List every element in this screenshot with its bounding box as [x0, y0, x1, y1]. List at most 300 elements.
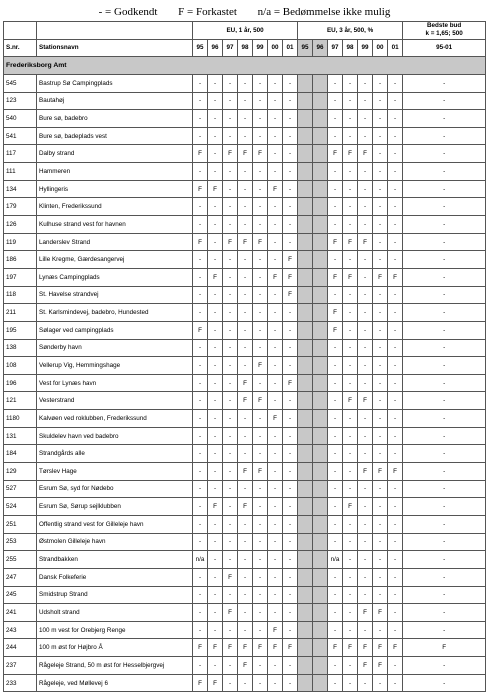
eu1-cell: -	[208, 216, 223, 234]
eu1-cell: -	[223, 321, 238, 339]
eu1-cell: -	[223, 357, 238, 375]
station-name: Smidstrup Strand	[37, 586, 193, 604]
best-estimate-cell: -	[403, 357, 486, 375]
eu3-cell: -	[358, 374, 373, 392]
eu3-cell: F	[343, 233, 358, 251]
eu3-cell: F	[373, 604, 388, 622]
eu1-cell: -	[253, 198, 268, 216]
eu1-cell: -	[208, 374, 223, 392]
eu3-cell: -	[388, 480, 403, 498]
eu3-cell: -	[388, 304, 403, 322]
best-estimate-header	[403, 22, 486, 40]
eu3-cell	[298, 427, 313, 445]
station-number: 129	[4, 463, 37, 481]
table-row	[4, 639, 486, 657]
station-number: 527	[4, 480, 37, 498]
eu3-cell: -	[343, 286, 358, 304]
eu3-cell	[313, 233, 328, 251]
eu3-cell: -	[373, 357, 388, 375]
eu3-cell: -	[358, 410, 373, 428]
eu3-cell: -	[358, 427, 373, 445]
station-number: 196	[4, 374, 37, 392]
eu1-cell: -	[223, 427, 238, 445]
eu1-cell: -	[268, 498, 283, 516]
eu3-cell	[298, 463, 313, 481]
eu3-cell: -	[328, 674, 343, 692]
eu1-cell: -	[253, 515, 268, 533]
eu1-cell: -	[208, 145, 223, 163]
best-estimate-header-line2: k = 1,65; 500	[425, 30, 463, 38]
eu1-cell: -	[238, 621, 253, 639]
eu3-cell: -	[358, 551, 373, 569]
eu1-cell: -	[283, 339, 298, 357]
eu1-cell: -	[223, 304, 238, 322]
eu1-cell: -	[253, 163, 268, 181]
eu1-cell: -	[268, 657, 283, 675]
best-estimate-cell: -	[403, 586, 486, 604]
eu1-cell: -	[253, 304, 268, 322]
eu1-cell: F	[283, 286, 298, 304]
eu1-cell: -	[223, 621, 238, 639]
year-header-eu1-00: 00	[268, 39, 283, 57]
legend-not-assessable: n/a = Bedømmelse ikke mulig	[257, 6, 391, 18]
eu1-cell: -	[208, 233, 223, 251]
eu3-cell	[298, 586, 313, 604]
eu3-cell: F	[328, 639, 343, 657]
eu3-cell	[298, 639, 313, 657]
eu1-cell: -	[193, 586, 208, 604]
eu3-cell: F	[373, 463, 388, 481]
eu3-cell: -	[343, 674, 358, 692]
station-number: 108	[4, 357, 37, 375]
eu3-cell: -	[343, 92, 358, 110]
eu3-cell: -	[358, 480, 373, 498]
eu1-cell: -	[223, 339, 238, 357]
eu1-cell: -	[193, 304, 208, 322]
eu3-cell: -	[373, 163, 388, 181]
table-row	[4, 233, 486, 251]
eu3-cell: -	[358, 533, 373, 551]
eu3-cell: -	[373, 251, 388, 269]
eu3-cell: F	[343, 268, 358, 286]
eu1-cell: F	[238, 392, 253, 410]
eu1-cell: -	[223, 374, 238, 392]
eu1-cell: -	[223, 268, 238, 286]
year-header-eu1-97: 97	[223, 39, 238, 57]
best-estimate-cell: -	[403, 163, 486, 181]
eu3-cell: -	[358, 515, 373, 533]
eu1-cell: -	[283, 621, 298, 639]
eu3-cell: -	[358, 286, 373, 304]
eu3-cell	[313, 286, 328, 304]
eu1-cell: -	[208, 463, 223, 481]
station-name: Vellerup Vig, Hemmingshage	[37, 357, 193, 375]
eu1-cell: -	[283, 533, 298, 551]
header-row-groups	[4, 22, 486, 40]
eu3-cell	[313, 339, 328, 357]
eu1-cell: -	[283, 568, 298, 586]
eu3-cell	[313, 410, 328, 428]
eu3-cell: -	[388, 657, 403, 675]
eu3-cell: -	[358, 180, 373, 198]
eu1-cell: -	[238, 674, 253, 692]
eu3-cell	[298, 551, 313, 569]
eu1-cell: -	[253, 410, 268, 428]
table-row	[4, 657, 486, 675]
eu1-cell: -	[223, 674, 238, 692]
eu3-cell: -	[328, 604, 343, 622]
eu3-cell	[313, 163, 328, 181]
best-estimate-cell: -	[403, 410, 486, 428]
eu3-cell	[298, 374, 313, 392]
eu1-cell: -	[268, 251, 283, 269]
eu1-cell: F	[253, 639, 268, 657]
eu3-cell: -	[343, 198, 358, 216]
eu1-cell: -	[253, 480, 268, 498]
eu1-cell: -	[193, 480, 208, 498]
station-name: Dalby strand	[37, 145, 193, 163]
eu3-cell: -	[388, 374, 403, 392]
table-row	[4, 92, 486, 110]
eu3-cell	[313, 674, 328, 692]
eu1-cell: -	[208, 410, 223, 428]
year-header-eu1-98: 98	[238, 39, 253, 57]
eu1-cell: -	[268, 427, 283, 445]
eu3-cell: -	[343, 604, 358, 622]
eu1-cell: -	[268, 445, 283, 463]
eu1-cell: F	[253, 392, 268, 410]
eu1-cell: -	[238, 216, 253, 234]
best-estimate-cell: -	[403, 657, 486, 675]
eu3-cell: -	[388, 286, 403, 304]
eu3-cell: -	[328, 657, 343, 675]
eu3-cell: -	[373, 674, 388, 692]
best-estimate-cell: -	[403, 515, 486, 533]
eu3-cell: -	[388, 251, 403, 269]
eu1-cell: -	[193, 657, 208, 675]
eu3-cell	[313, 357, 328, 375]
eu1-cell: -	[283, 233, 298, 251]
eu3-cell	[313, 198, 328, 216]
eu3-cell	[298, 533, 313, 551]
station-number: 197	[4, 268, 37, 286]
eu3-cell	[313, 604, 328, 622]
best-estimate-cell: -	[403, 233, 486, 251]
header-row-years	[4, 39, 486, 57]
table-row	[4, 427, 486, 445]
eu3-cell: -	[343, 445, 358, 463]
eu3-cell: -	[358, 357, 373, 375]
eu1-cell: -	[193, 533, 208, 551]
eu1-cell: -	[283, 198, 298, 216]
best-estimate-cell: -	[403, 604, 486, 622]
table-row	[4, 321, 486, 339]
eu3-cell: -	[373, 127, 388, 145]
eu1-cell: -	[238, 533, 253, 551]
eu3-cell	[313, 568, 328, 586]
eu1-cell: -	[208, 657, 223, 675]
eu3-cell: -	[388, 604, 403, 622]
eu3-cell: -	[358, 674, 373, 692]
eu3-cell	[298, 110, 313, 128]
best-estimate-cell: -	[403, 251, 486, 269]
eu3-cell: -	[328, 480, 343, 498]
eu3-cell: -	[343, 657, 358, 675]
eu1-cell: F	[208, 180, 223, 198]
eu3-cell: -	[343, 251, 358, 269]
eu1-cell: -	[268, 145, 283, 163]
best-estimate-cell: -	[403, 498, 486, 516]
eu3-cell: -	[388, 127, 403, 145]
eu3-cell: -	[358, 445, 373, 463]
eu3-cell: -	[328, 445, 343, 463]
eu3-cell: -	[388, 74, 403, 92]
eu3-cell: F	[358, 392, 373, 410]
eu1-cell: -	[238, 480, 253, 498]
eu3-cell	[313, 127, 328, 145]
eu3-cell: -	[343, 304, 358, 322]
eu3-cell: -	[328, 533, 343, 551]
eu3-cell	[298, 127, 313, 145]
best-estimate-cell: -	[403, 533, 486, 551]
eu1-cell: -	[268, 515, 283, 533]
best-estimate-cell: -	[403, 621, 486, 639]
eu3-cell: -	[388, 110, 403, 128]
eu3-cell: -	[388, 445, 403, 463]
eu1-cell: -	[223, 251, 238, 269]
eu3-cell: -	[343, 216, 358, 234]
eu1-cell: F	[253, 233, 268, 251]
eu1-cell: -	[253, 445, 268, 463]
eu1-cell: F	[208, 268, 223, 286]
eu3-cell: F	[343, 498, 358, 516]
eu3-cell	[298, 286, 313, 304]
best-estimate-cell: -	[403, 74, 486, 92]
eu3-cell: -	[373, 92, 388, 110]
eu3-cell: -	[373, 198, 388, 216]
eu3-cell: -	[328, 427, 343, 445]
eu3-cell: -	[343, 163, 358, 181]
eu1-cell: -	[238, 74, 253, 92]
eu3-cell: -	[343, 427, 358, 445]
eu1-cell: -	[268, 357, 283, 375]
eu1-cell: -	[268, 198, 283, 216]
eu1-cell: -	[193, 392, 208, 410]
table-row	[4, 392, 486, 410]
eu3-cell: -	[373, 374, 388, 392]
eu3-cell: -	[343, 551, 358, 569]
station-number: 186	[4, 251, 37, 269]
eu3-cell: F	[358, 233, 373, 251]
eu1-cell: -	[253, 268, 268, 286]
station-name: Vesterstrand	[37, 392, 193, 410]
eu1-cell: -	[208, 533, 223, 551]
eu3-cell: -	[328, 92, 343, 110]
eu1-cell: -	[283, 92, 298, 110]
eu3-cell: -	[328, 163, 343, 181]
station-name: Sønderby havn	[37, 339, 193, 357]
station-number: 131	[4, 427, 37, 445]
eu3-cell	[298, 480, 313, 498]
eu1-cell: -	[208, 110, 223, 128]
eu1-cell: -	[253, 657, 268, 675]
eu1-cell: F	[283, 251, 298, 269]
eu1-cell: -	[208, 568, 223, 586]
eu3-cell	[313, 463, 328, 481]
best-estimate-cell: -	[403, 374, 486, 392]
eu3-cell	[298, 674, 313, 692]
best-estimate-cell: -	[403, 321, 486, 339]
table-row	[4, 286, 486, 304]
eu3-cell: -	[343, 410, 358, 428]
eu1-cell: -	[268, 674, 283, 692]
eu1-cell: -	[208, 621, 223, 639]
eu1-cell: -	[268, 74, 283, 92]
station-name: Lille Kregme, Gærdesangervej	[37, 251, 193, 269]
eu3-cell: -	[373, 216, 388, 234]
station-number: 251	[4, 515, 37, 533]
station-name: Offentlig strand vest for Gilleleje havn	[37, 515, 193, 533]
eu3-cell: -	[358, 321, 373, 339]
eu1-cell: F	[193, 674, 208, 692]
eu1-cell: -	[223, 127, 238, 145]
eu1-cell: -	[223, 198, 238, 216]
eu1-cell: F	[238, 233, 253, 251]
eu1-cell: F	[223, 639, 238, 657]
station-number: 247	[4, 568, 37, 586]
eu1-cell: -	[223, 463, 238, 481]
eu3-cell	[298, 163, 313, 181]
eu1-cell: -	[238, 251, 253, 269]
eu3-cell: -	[358, 304, 373, 322]
eu3-cell: -	[388, 145, 403, 163]
eu1-cell: -	[283, 304, 298, 322]
group-header-eu-3yr: EU, 3 år, 500, %	[298, 22, 403, 40]
eu3-cell: -	[343, 480, 358, 498]
table-row	[4, 163, 486, 181]
eu3-cell: -	[373, 110, 388, 128]
eu1-cell: -	[208, 480, 223, 498]
station-number: 121	[4, 392, 37, 410]
eu3-cell: -	[373, 445, 388, 463]
eu1-cell: -	[268, 127, 283, 145]
eu1-cell: -	[208, 445, 223, 463]
eu3-cell: -	[328, 515, 343, 533]
station-name: Dansk Folkeferie	[37, 568, 193, 586]
station-name: St. Karlsmindevej, badebro, Hundested	[37, 304, 193, 322]
eu1-cell: -	[253, 180, 268, 198]
eu1-cell: F	[193, 145, 208, 163]
eu3-cell: F	[388, 463, 403, 481]
eu1-cell: -	[193, 463, 208, 481]
eu3-cell	[313, 533, 328, 551]
eu1-cell: -	[253, 427, 268, 445]
station-number: 123	[4, 92, 37, 110]
eu3-cell: -	[388, 321, 403, 339]
eu1-cell: F	[268, 268, 283, 286]
best-estimate-cell: -	[403, 127, 486, 145]
eu1-cell: -	[193, 251, 208, 269]
eu1-cell: -	[193, 339, 208, 357]
best-estimate-period: 95-01	[403, 39, 486, 57]
eu3-cell: -	[373, 180, 388, 198]
eu1-cell: F	[193, 321, 208, 339]
eu1-cell: F	[193, 233, 208, 251]
eu1-cell: -	[283, 445, 298, 463]
table-body	[4, 57, 486, 692]
eu3-cell	[313, 480, 328, 498]
eu3-cell: -	[388, 180, 403, 198]
year-header-eu2-96: 96	[313, 39, 328, 57]
eu3-cell: F	[343, 145, 358, 163]
eu1-cell: -	[268, 392, 283, 410]
eu3-cell: F	[328, 233, 343, 251]
eu1-cell: -	[253, 551, 268, 569]
eu1-cell: -	[223, 392, 238, 410]
eu3-cell: -	[388, 586, 403, 604]
eu1-cell: -	[268, 92, 283, 110]
eu1-cell: -	[208, 304, 223, 322]
eu3-cell: -	[388, 568, 403, 586]
eu1-cell: -	[268, 551, 283, 569]
eu1-cell: F	[253, 463, 268, 481]
eu1-cell: -	[208, 198, 223, 216]
column-header-station-name: Stationsnavn	[37, 39, 193, 57]
eu1-cell: -	[238, 410, 253, 428]
eu1-cell: F	[238, 639, 253, 657]
eu1-cell: -	[208, 321, 223, 339]
table-row	[4, 551, 486, 569]
best-estimate-cell: -	[403, 216, 486, 234]
eu3-cell	[313, 639, 328, 657]
table-row	[4, 268, 486, 286]
eu3-cell: -	[358, 163, 373, 181]
eu1-cell: -	[268, 533, 283, 551]
year-header-eu1-96: 96	[208, 39, 223, 57]
eu3-cell: -	[343, 374, 358, 392]
best-estimate-cell: -	[403, 110, 486, 128]
eu3-cell: -	[388, 357, 403, 375]
eu3-cell: -	[328, 286, 343, 304]
eu3-cell: -	[328, 392, 343, 410]
eu3-cell	[313, 74, 328, 92]
eu1-cell: F	[238, 463, 253, 481]
eu1-cell: -	[283, 127, 298, 145]
year-header-eu2-01: 01	[388, 39, 403, 57]
table-row	[4, 568, 486, 586]
eu1-cell: -	[253, 251, 268, 269]
station-number: 126	[4, 216, 37, 234]
eu1-cell: -	[223, 92, 238, 110]
eu3-cell: F	[358, 604, 373, 622]
eu1-cell: -	[253, 604, 268, 622]
eu1-cell: -	[193, 163, 208, 181]
eu1-cell: -	[208, 163, 223, 181]
eu3-cell: -	[328, 180, 343, 198]
eu1-cell: -	[253, 74, 268, 92]
eu1-cell: -	[238, 427, 253, 445]
table-row	[4, 216, 486, 234]
eu1-cell: -	[238, 198, 253, 216]
best-estimate-cell: -	[403, 268, 486, 286]
eu3-cell: -	[388, 674, 403, 692]
eu3-cell: F	[358, 463, 373, 481]
eu1-cell: F	[268, 639, 283, 657]
eu1-cell: n/a	[193, 551, 208, 569]
eu1-cell: -	[193, 216, 208, 234]
eu1-cell: -	[193, 286, 208, 304]
eu1-cell: -	[283, 463, 298, 481]
